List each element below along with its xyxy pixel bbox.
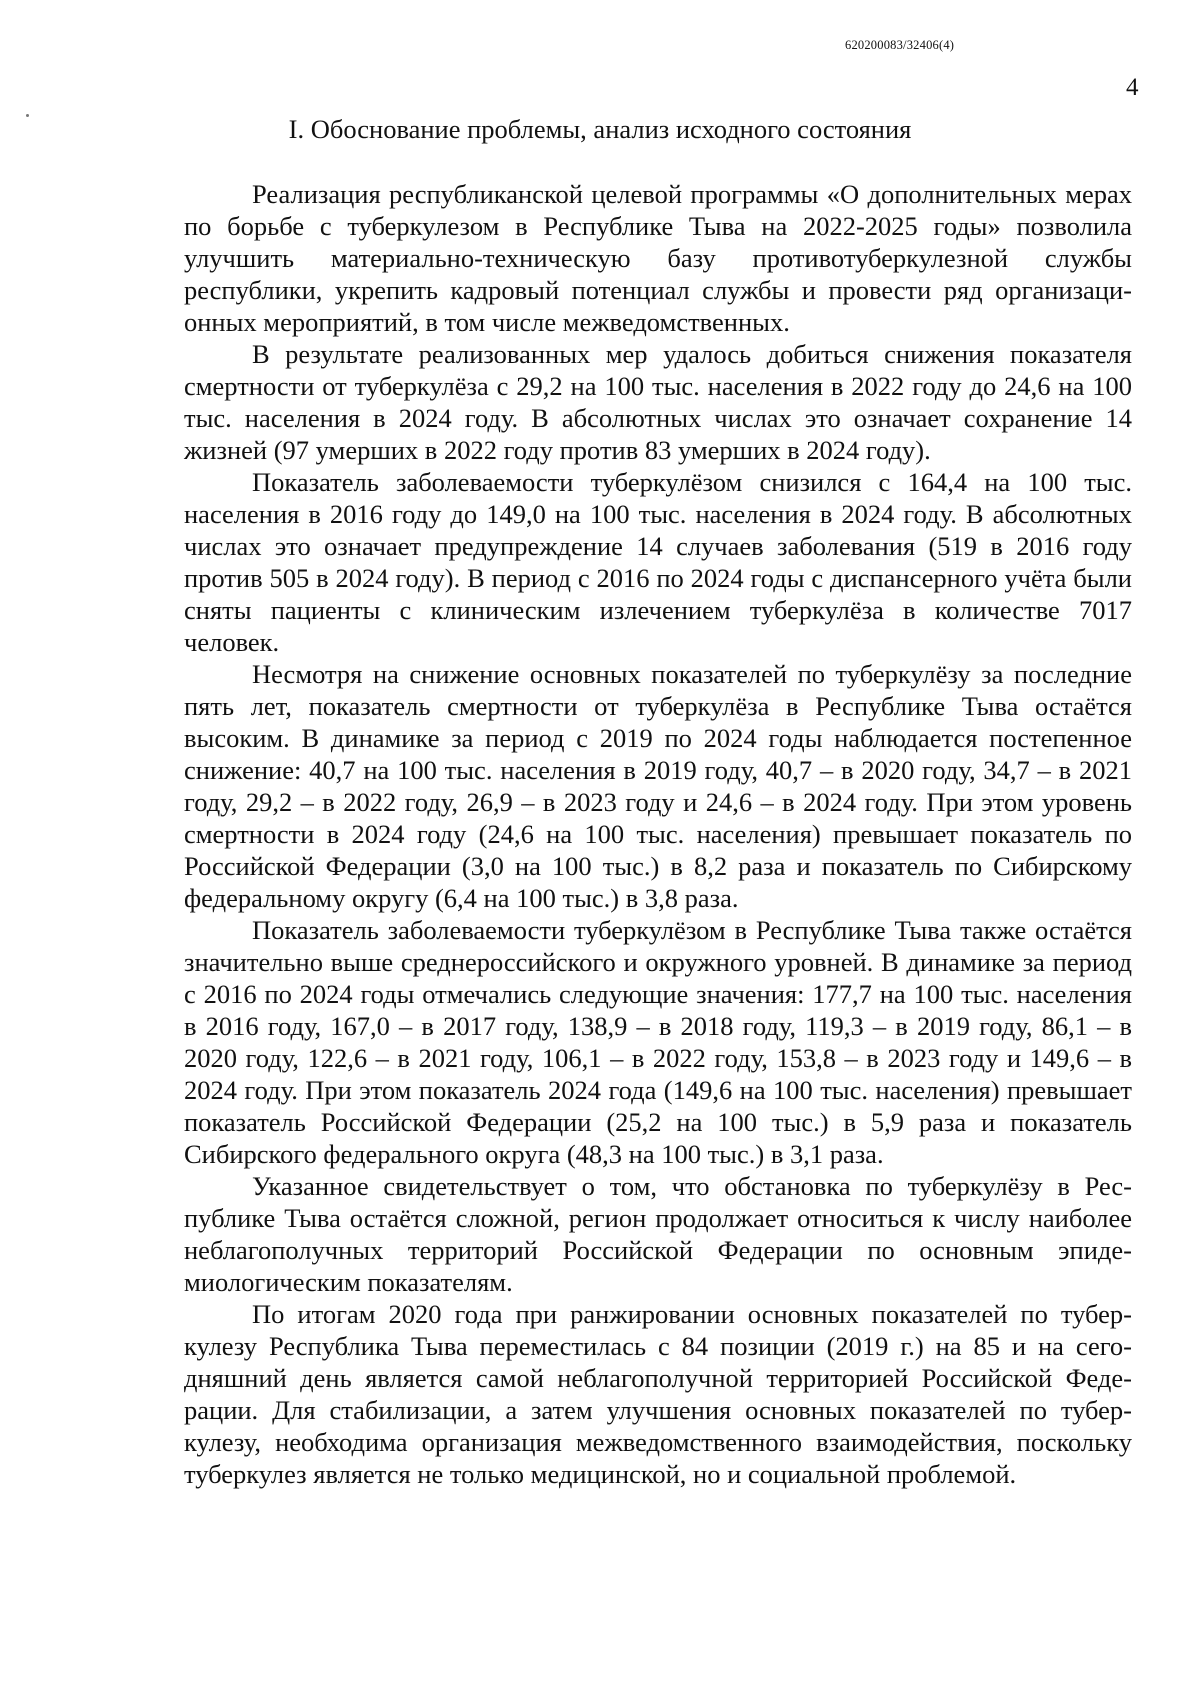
paragraph-mortality-decline: В результате реализованных мер удалось добиться снижения показателя смертности от туберкулёза с 29,2 на 100 тыс. населения в 2022 году до 24,6 на 100 тыс. населения в 2024 году. В абсолютных числах это означает сохранение 14 жизней (97 умерших в 2022 году против 83 умерших в 2024 году). [184,339,1132,465]
paragraph-situation-assessment: Указанное свидетельствует о том, что обстановка по туберкулёзу в Республике Тыва остаётся сложной, регион продолжает относиться к числу наиболее неблагополучных территорий Российской Федерации по основным эпидемиологическим показателям. [184,1171,1132,1297]
paragraph-incidence-dynamics: Показатель заболеваемости туберкулёзом в Республике Тыва также остаётся значительно выше среднероссийского и окружного уровней. В динамике за период с 2016 по 2024 годы отмечались следующие значения: 177,7 на 100 тыс. населения в 2016 году, 167,0 – в 2017 году, 138,9 – в 2018 году, 119,3 – в 2019 году, 86,1 – в 2020 году, 122,6 – в 2021 году, 106,1 – в 2022 году, 153,8 – в 2023 году и 149,6 – в 2024 году. При этом показатель 2024 года (149,6 на 100 тыс. населения) превышает показатель Российской Федерации (25,2 на 100 тыс.) в 5,9 раза и показатель Сибирского федерального округа (48,3 на 100 тыс.) в 3,1 раза. [184,915,1132,1169]
body-text [184,178,1132,1490]
section-title: I. Обоснование проблемы, анализ исходного состояния [288,114,912,144]
document-reference-number: 620200083/32406(4) [845,38,955,52]
paragraph-ranking-2020: По итогам 2020 года при ранжировании основных показателей по туберкулезу Республика Тыва переместилась с 84 позиции (2019 г.) на 85 и на сегодняшний день является самой неблагополучной территорией Российской Федерации. Для стабилизации, а затем улучшения основных показателей по туберкулезу, необходима организация межведомственного взаимодействия, поскольку туберкулез является не только медицинской, но и социальной проблемой. [184,1299,1132,1489]
paragraph-incidence-decline: Показатель заболеваемости туберкулёзом снизился с 164,4 на 100 тыс. населения в 2016 году до 149,0 на 100 тыс. населения в 2024 году. В абсолютных числах это означает предупреждение 14 случаев заболевания (519 в 2016 году против 505 в 2024 году). В период с 2016 по 2024 годы с диспансерного учёта были сняты пациенты с клиническим излечением туберкулёза в количестве 7017 человек. [184,467,1132,657]
paragraph-program-results: Реализация республиканской целевой программы «О дополнительных мерах по борьбе с туберкулезом в Республике Тыва на 2022-2025 годы» позволила улучшить материально-техническую базу противотуберкулезной службы республики, укрепить кадровый потенциал службы и провести ряд организационных мероприятий, в том числе межведомственных. [184,179,1132,337]
page-number: 4 [1126,74,1139,101]
paragraph-mortality-dynamics: Несмотря на снижение основных показателей по туберкулёзу за последние пять лет, показатель смертности от туберкулёза в Республике Тыва остаётся высоким. В динамике за период с 2019 по 2024 годы наблюдается постепенное снижение: 40,7 на 100 тыс. населения в 2019 году, 40,7 – в 2020 году, 34,7 – в 2021 году, 29,2 – в 2022 году, 26,9 – в 2023 году и 24,6 – в 2024 году. При этом уровень смертности в 2024 году (24,6 на 100 тыс. населения) превышает показатель по Российской Федерации (3,0 на 100 тыс.) в 8,2 раза и показатель по Сибирскому федеральному округу (6,4 на 100 тыс.) в 3,8 раза. [184,659,1132,913]
